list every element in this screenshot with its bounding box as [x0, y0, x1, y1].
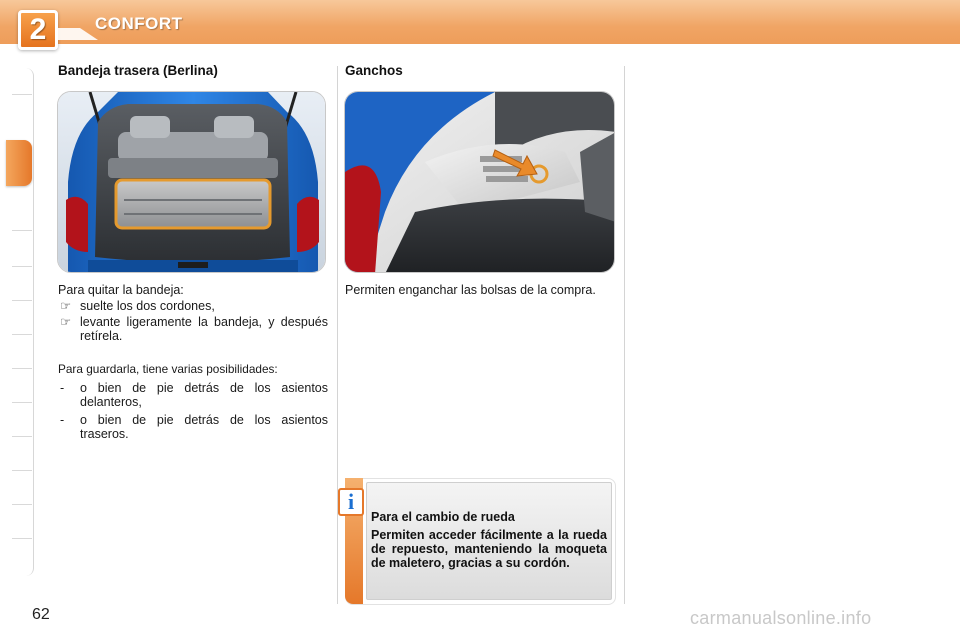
remove-step [58, 315, 328, 343]
side-tab-6[interactable] [12, 334, 32, 335]
store-option [58, 413, 328, 441]
header-divider [0, 44, 960, 46]
side-tab-10[interactable] [12, 470, 32, 471]
car-boot-illustration [58, 92, 326, 273]
watermark-text: carmanualsonline.info [690, 608, 872, 628]
side-tab-7[interactable] [12, 368, 32, 369]
hooks-description: Permiten enganchar las bolsas de la compra. [345, 283, 596, 297]
side-tab-9[interactable] [12, 436, 32, 437]
store-option-text: o bien de pie detrás de los asientos traseros. [80, 413, 328, 441]
chapter-number-badge: 2 [18, 10, 58, 50]
section-title-rear-shelf: Bandeja trasera (Berlina) [58, 63, 218, 78]
column-divider-1 [337, 66, 338, 604]
info-icon: i [338, 488, 364, 516]
info-box-body: Permiten acceder fácilmente a la rueda de repuesto, manteniendo la moqueta de maletero, gracias a su cordón. [371, 528, 607, 570]
boot-hook-illustration [345, 92, 615, 273]
side-tab-3[interactable] [12, 230, 32, 231]
info-box-title: Para el cambio de rueda [371, 510, 515, 524]
side-tab-4[interactable] [12, 266, 32, 267]
remove-intro: Para quitar la bandeja: [58, 283, 184, 297]
side-tab-12[interactable] [12, 538, 32, 539]
rear-shelf-photo [57, 91, 326, 273]
side-tab-11[interactable] [12, 504, 32, 505]
store-option-text: o bien de pie detrás de los asientos delanteros, [80, 381, 328, 409]
info-box [366, 482, 612, 600]
rear-shelf-storage [58, 362, 328, 441]
section-title-hooks: Ganchos [345, 63, 403, 78]
side-tab-8[interactable] [12, 402, 32, 403]
chapter-title: CONFORT [95, 14, 183, 33]
side-tab-5[interactable] [12, 300, 32, 301]
pointer-hand-icon: ☞ [60, 299, 72, 313]
dash-marker: - [60, 381, 65, 395]
side-tab-1[interactable] [12, 94, 32, 95]
remove-step [58, 299, 328, 313]
store-intro: Para guardarla, tiene varias posibilidades: [58, 362, 278, 376]
pointer-hand-icon: ☞ [60, 315, 72, 329]
page-number: 62 [32, 606, 50, 623]
hooks-photo [344, 91, 615, 273]
remove-step-text: suelte los dos cordones, [80, 299, 215, 313]
remove-step-text: levante ligeramente la bandeja, y después retírela. [80, 315, 328, 343]
store-option [58, 381, 328, 409]
side-tab-active-confort[interactable] [6, 140, 32, 186]
column-divider-2 [624, 66, 625, 604]
rear-shelf-instructions [58, 283, 328, 343]
dash-marker: - [60, 413, 65, 427]
